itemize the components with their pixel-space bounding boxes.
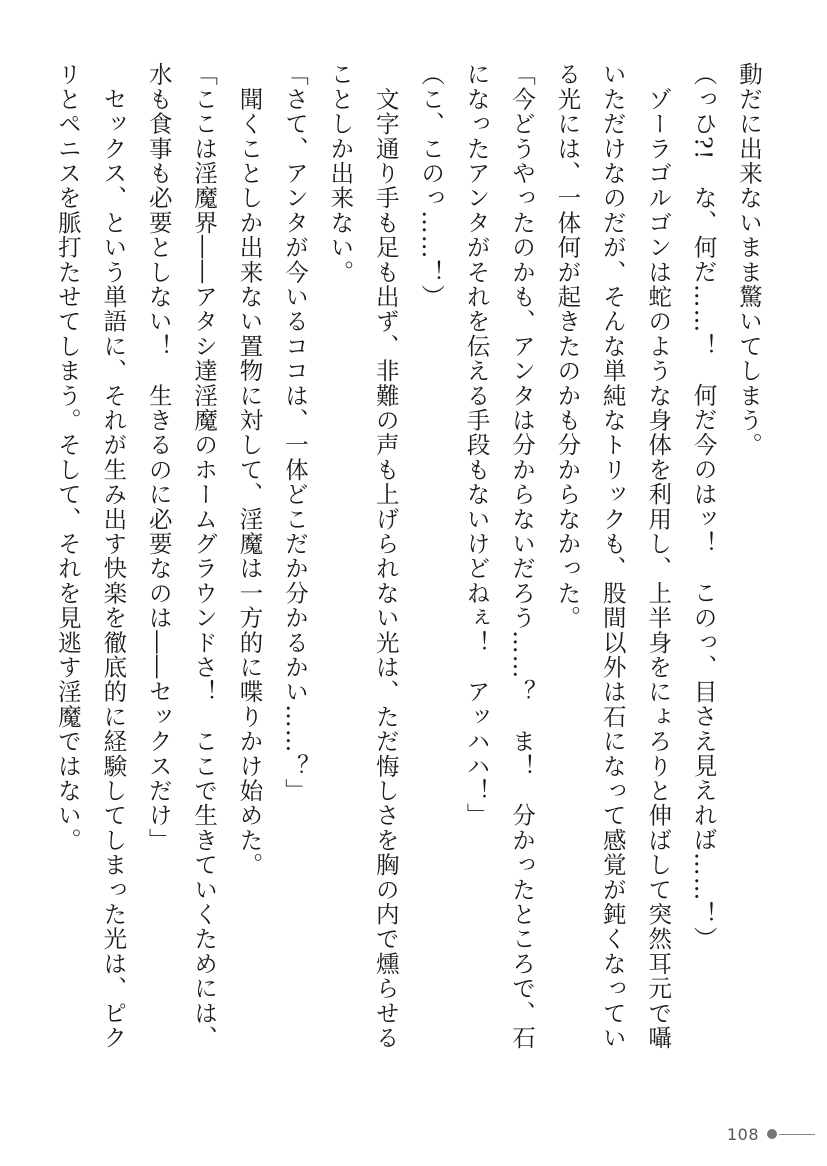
text-line-9: 文字通り手も足も出ず、非難の声も上げられない光は、ただ悔しさを胸の内で燻らせる <box>371 62 400 1050</box>
text-line-6: 「今どうやったのかも、アンタは分からないだろう……？ ま！ 分かったところで、石 <box>507 62 536 1050</box>
text-line-5: る光には、一体何が起きたのかも分からなかった。 <box>553 62 582 631</box>
text-line-11: 「さて、アンタが今いるココは、一体どこだか分かるかい……？」 <box>280 62 309 803</box>
text-line-12: 聞くことしか出来ない置物に対して、淫魔は一方的に喋りかけ始めた。 <box>235 62 264 878</box>
page-footer <box>727 1122 815 1146</box>
text-line-15: セックス、という単語に、それが生み出す快楽を徹底的に経験してしまった光は、ピク <box>99 62 128 1050</box>
text-line-13: 「ここは淫魔界――アタシ達淫魔のホームグラウンドさ！ ここで生きていくためには、 <box>190 62 219 1050</box>
text-line-1: 動だに出来ないまま驚いてしまう。 <box>735 62 763 458</box>
text-line-10: ことしか出来ない。 <box>326 62 355 285</box>
page-number: 108 <box>727 1124 760 1144</box>
text-line-4: いただけなのだが、そんな単純なトリックも、股間以外は石になって感覚が鈍くなってい <box>598 62 627 1050</box>
text-line-3: ゾーラゴルゴンは蛇のような身体を利用し、上半身をにょろりと伸ばして突然耳元で囁 <box>644 62 673 1050</box>
text-line-16: リとペニスを脈打たせてしまう。そして、それを見逃す淫魔ではない。 <box>53 62 82 853</box>
text-line-14: 水も食事も必要としない！ 生きるのに必要なのは――セックスだけ」 <box>144 62 173 853</box>
vertical-text-body <box>51 62 771 1082</box>
text-line-2: （っひ?! な、何だ……！ 何だ今のはッ！ このっ、目さえ見えれば……！） <box>689 62 718 951</box>
footer-rule <box>779 1134 815 1135</box>
text-line-8: （こ、このっ……！） <box>417 62 446 309</box>
text-line-7: になったアンタがそれを伝える手段もないけどねぇ！ アッハハ！」 <box>462 62 491 828</box>
bullet-icon <box>767 1129 777 1139</box>
